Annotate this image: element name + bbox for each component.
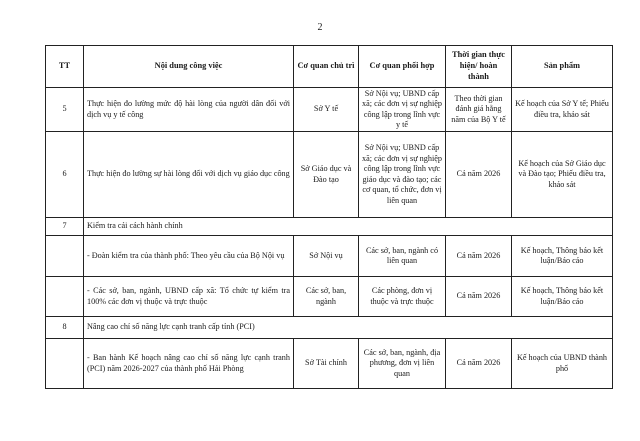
- header-tt: TT: [46, 46, 84, 88]
- row-number: 8: [46, 317, 84, 339]
- header-lead-agency: Cơ quan chủ trì: [294, 46, 359, 88]
- table-row: [46, 339, 613, 389]
- row-content: - Đoàn kiểm tra của thành phố: Theo yêu cầu của Bộ Nội vụ: [84, 236, 294, 277]
- row-lead-agency: Sở Nội vụ: [294, 236, 359, 277]
- row-product: Kế hoạch, Thông báo kết luận/Báo cáo: [512, 236, 613, 277]
- row-number-empty: [46, 236, 84, 277]
- row-timeline: Cả năm 2026: [446, 277, 512, 317]
- row-number: 5: [46, 88, 84, 132]
- row-number: 6: [46, 132, 84, 218]
- row-timeline: Theo thời gian đánh giá hằng năm của Bộ Y tế: [446, 88, 512, 132]
- row-content: - Ban hành Kế hoạch nâng cao chỉ số năng lực cạnh tranh (PCI) năm 2026-2027 của thành phố Hải Phòng: [84, 339, 294, 389]
- row-timeline: Cả năm 2026: [446, 236, 512, 277]
- row-timeline: Cả năm 2026: [446, 132, 512, 218]
- table-section-row: [46, 317, 613, 339]
- row-product: Kế hoạch của UBND thành phố: [512, 339, 613, 389]
- section-title: Kiểm tra cải cách hành chính: [84, 218, 613, 236]
- row-product: Kế hoạch của Sở Giáo dục và Đào tạo; Phiếu điều tra, khảo sát: [512, 132, 613, 218]
- row-timeline: Cả năm 2026: [446, 339, 512, 389]
- table-row: [46, 277, 613, 317]
- row-content: Thực hiện đo lường sự hài lòng đối với dịch vụ giáo dục công: [84, 132, 294, 218]
- row-coordinating-agency: Các phòng, đơn vị thuộc và trực thuộc: [359, 277, 446, 317]
- work-plan-table: [45, 45, 613, 389]
- row-number: 7: [46, 218, 84, 236]
- row-lead-agency: Các sở, ban, ngành: [294, 277, 359, 317]
- row-number-empty: [46, 339, 84, 389]
- row-product: Kế hoạch, Thông báo kết luận/Báo cáo: [512, 277, 613, 317]
- table-row: [46, 88, 613, 132]
- row-product: Kế hoạch của Sở Y tế; Phiếu điều tra, khảo sát: [512, 88, 613, 132]
- header-product: Sản phẩm: [512, 46, 613, 88]
- section-title: Nâng cao chỉ số năng lực cạnh tranh cấp tỉnh (PCI): [84, 317, 613, 339]
- header-coordinating-agency: Cơ quan phối hợp: [359, 46, 446, 88]
- row-coordinating-agency: Sở Nội vụ; UBND cấp xã; các đơn vị sự nghiệp công lập trong lĩnh vực y tế: [359, 88, 446, 132]
- row-coordinating-agency: Các sở, ban, ngành, địa phương, đơn vị liên quan: [359, 339, 446, 389]
- table-header-row: [46, 46, 613, 88]
- row-number-empty: [46, 277, 84, 317]
- table-section-row: [46, 218, 613, 236]
- table-row: [46, 132, 613, 218]
- row-lead-agency: Sở Y tế: [294, 88, 359, 132]
- row-coordinating-agency: Các sở, ban, ngành có liên quan: [359, 236, 446, 277]
- table-row: [46, 236, 613, 277]
- row-lead-agency: Sở Giáo dục và Đào tạo: [294, 132, 359, 218]
- row-coordinating-agency: Sở Nội vụ; UBND cấp xã; các đơn vị sự nghiệp công lập trong lĩnh vực giáo dục và đào tạo; các cơ quan, tổ chức, đơn vị liên quan: [359, 132, 446, 218]
- row-content: Thực hiện đo lường mức độ hài lòng của người dân đối với dịch vụ y tế công: [84, 88, 294, 132]
- row-content: - Các sở, ban, ngành, UBND cấp xã: Tổ chức tự kiểm tra 100% các đơn vị thuộc và trực thuộc: [84, 277, 294, 317]
- header-timeline: Thời gian thực hiện/ hoàn thành: [446, 46, 512, 88]
- page-number: 2: [317, 22, 323, 33]
- header-content: Nội dung công việc: [84, 46, 294, 88]
- row-lead-agency: Sở Tài chính: [294, 339, 359, 389]
